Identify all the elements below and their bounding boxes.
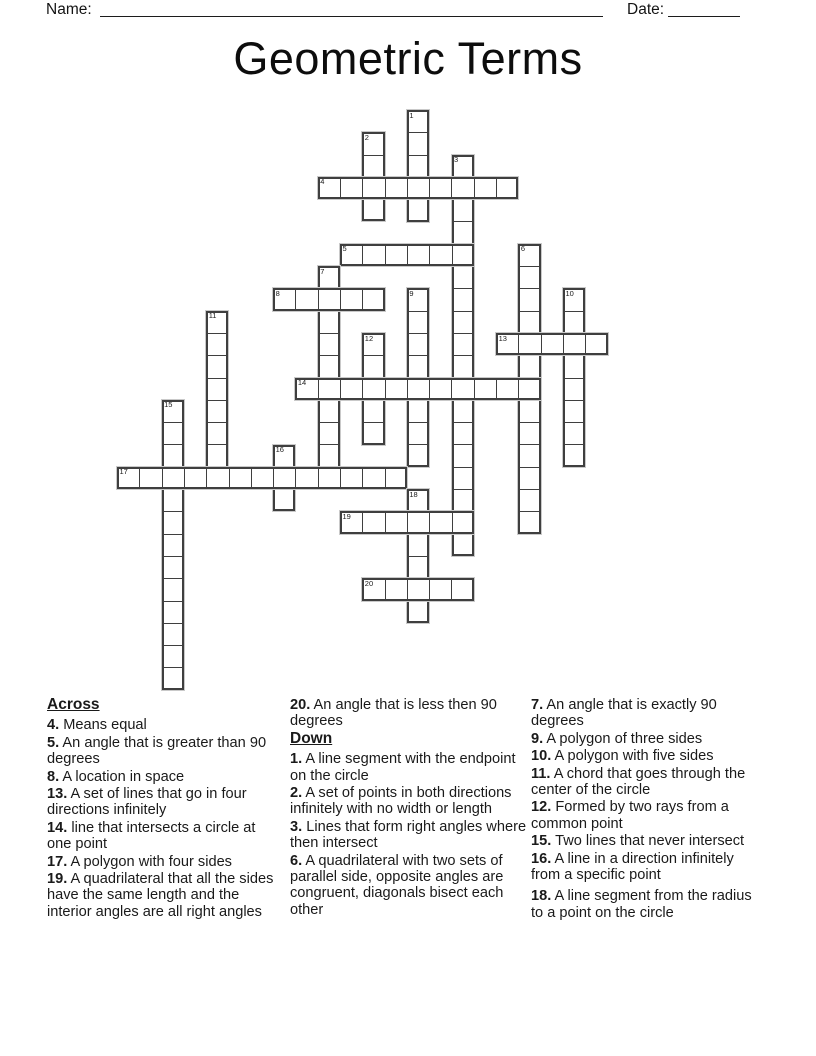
clue-down-10: 10. A polygon with five sides bbox=[531, 748, 714, 765]
clue-across-13: 13. A set of lines that go in four directions infinitely bbox=[47, 786, 247, 819]
cell-divider bbox=[409, 311, 427, 312]
cell-divider bbox=[208, 355, 226, 356]
crossword-word-10-down bbox=[563, 288, 585, 466]
cell-divider bbox=[320, 422, 338, 423]
cell-divider bbox=[451, 179, 452, 197]
cell-divider bbox=[429, 246, 430, 264]
cell-divider bbox=[385, 380, 386, 398]
cell-number-12: 12 bbox=[364, 333, 374, 343]
clue-number: 18. bbox=[531, 888, 552, 905]
cell-divider bbox=[429, 513, 430, 531]
cell-divider bbox=[565, 400, 583, 401]
cell-divider bbox=[320, 400, 338, 401]
cell-divider bbox=[206, 469, 207, 487]
cell-divider bbox=[454, 311, 472, 312]
cell-number-10: 10 bbox=[565, 288, 574, 298]
cell-divider bbox=[518, 335, 519, 353]
cell-divider bbox=[362, 469, 363, 487]
cell-divider bbox=[340, 179, 341, 197]
cell-divider bbox=[385, 580, 386, 598]
cell-divider bbox=[565, 378, 583, 379]
clue-number: 9. bbox=[531, 730, 544, 747]
cell-divider bbox=[164, 667, 182, 668]
cell-divider bbox=[318, 290, 319, 308]
cell-divider bbox=[164, 489, 182, 490]
cell-number-17: 17 bbox=[119, 467, 128, 477]
clue-column-middle bbox=[290, 697, 528, 919]
cell-divider bbox=[409, 444, 427, 445]
cell-divider bbox=[340, 380, 341, 398]
cell-divider bbox=[340, 469, 341, 487]
cell-divider bbox=[565, 422, 583, 423]
clue-number: 14. bbox=[47, 819, 68, 836]
cell-divider bbox=[340, 290, 341, 308]
cell-number-2: 2 bbox=[364, 132, 369, 142]
cell-divider bbox=[208, 378, 226, 379]
cell-divider bbox=[409, 155, 427, 156]
cell-divider bbox=[295, 290, 296, 308]
cell-divider bbox=[273, 469, 274, 487]
cell-divider bbox=[454, 333, 472, 334]
cell-divider bbox=[409, 355, 427, 356]
crossword-word-18-down bbox=[407, 489, 429, 623]
clue-down-18: 18. A line segment from the radius to a point on the circle bbox=[531, 888, 752, 921]
cell-divider bbox=[429, 580, 430, 598]
cell-divider bbox=[320, 333, 338, 334]
cell-divider bbox=[454, 400, 472, 401]
cell-divider bbox=[164, 645, 182, 646]
cell-divider bbox=[275, 489, 293, 490]
cell-divider bbox=[563, 335, 564, 353]
cell-divider bbox=[208, 400, 226, 401]
cell-divider bbox=[409, 422, 427, 423]
clue-number: 7. bbox=[531, 697, 544, 713]
cell-divider bbox=[496, 380, 497, 398]
clue-down-1: 1. A line segment with the endpoint on the circle bbox=[290, 751, 516, 784]
cell-divider bbox=[362, 380, 363, 398]
cell-divider bbox=[452, 513, 453, 531]
date-label: Date: bbox=[627, 1, 665, 18]
cell-divider bbox=[164, 623, 182, 624]
cell-divider bbox=[454, 288, 472, 289]
cell-divider bbox=[362, 179, 363, 197]
cell-divider bbox=[520, 422, 538, 423]
cell-number-20: 20 bbox=[364, 578, 374, 588]
cell-divider bbox=[454, 221, 472, 222]
cell-divider bbox=[409, 400, 427, 401]
clue-column-down bbox=[531, 697, 761, 922]
cell-divider bbox=[364, 355, 382, 356]
cell-divider bbox=[407, 513, 408, 531]
cell-divider bbox=[362, 246, 363, 264]
clue-across-20: 20. An angle that is less then 90 degrees bbox=[290, 697, 497, 730]
clue-number: 16. bbox=[531, 850, 552, 867]
cell-divider bbox=[385, 179, 386, 197]
cell-divider bbox=[454, 489, 472, 490]
cell-divider bbox=[585, 335, 586, 353]
cell-divider bbox=[318, 380, 319, 398]
cell-number-14: 14 bbox=[297, 378, 307, 388]
clue-header-across: Across bbox=[47, 696, 100, 713]
crossword-word-3-down bbox=[452, 155, 474, 556]
crossword-word-5-across bbox=[340, 244, 474, 266]
clue-down-9: 9. A polygon of three sides bbox=[531, 730, 703, 747]
cell-divider bbox=[208, 444, 226, 445]
cell-divider bbox=[454, 355, 472, 356]
cell-divider bbox=[407, 580, 408, 598]
cell-divider bbox=[409, 556, 427, 557]
cell-divider bbox=[454, 467, 472, 468]
cell-divider bbox=[295, 469, 296, 487]
cell-number-16: 16 bbox=[275, 445, 284, 454]
cell-number-11: 11 bbox=[208, 311, 217, 321]
clue-across-5: 5. An angle that is greater than 90 degrees bbox=[47, 734, 267, 768]
clue-number: 4. bbox=[47, 717, 60, 734]
cell-divider bbox=[409, 534, 427, 535]
cell-divider bbox=[520, 400, 538, 401]
cell-divider bbox=[409, 601, 427, 602]
cell-divider bbox=[362, 513, 363, 531]
crossword-word-15-down bbox=[162, 400, 184, 690]
cell-divider bbox=[407, 179, 408, 197]
cell-divider bbox=[162, 469, 163, 487]
cell-number-7: 7 bbox=[320, 266, 325, 276]
crossword-word-4-across bbox=[318, 177, 519, 199]
cell-divider bbox=[409, 132, 427, 133]
cell-divider bbox=[208, 422, 226, 423]
clue-across-17: 17. A polygon with four sides bbox=[47, 853, 232, 870]
cell-divider bbox=[454, 266, 472, 267]
clue-down-15: 15. Two lines that never intersect bbox=[531, 833, 745, 850]
cell-divider bbox=[320, 311, 338, 312]
cell-divider bbox=[541, 335, 542, 353]
cell-divider bbox=[565, 311, 583, 312]
cell-divider bbox=[429, 179, 430, 197]
clue-column-across bbox=[47, 697, 280, 921]
cell-divider bbox=[520, 444, 538, 445]
cell-divider bbox=[454, 444, 472, 445]
clue-down-11: 11. A chord that goes through the center of the circle bbox=[531, 765, 746, 799]
clue-across-19: 19. A quadrilateral that all the sides have the same length and the interior angles are all right angles bbox=[47, 871, 274, 920]
cell-divider bbox=[362, 290, 363, 308]
clue-across-14: 14. line that intersects a circle at one point bbox=[47, 819, 256, 853]
cell-number-15: 15 bbox=[164, 400, 173, 410]
clue-number: 3. bbox=[290, 818, 303, 835]
cell-divider bbox=[454, 534, 472, 535]
name-label: Name: bbox=[46, 1, 92, 18]
cell-divider bbox=[320, 355, 338, 356]
clue-down-6: 6. A quadrilateral with two sets of parallel side, opposite angles are congruent, diagonals bisect each other bbox=[290, 852, 504, 918]
cell-divider bbox=[520, 311, 538, 312]
cell-number-19: 19 bbox=[342, 511, 351, 521]
cell-divider bbox=[364, 422, 382, 423]
clue-down-7: 7. An angle that is exactly 90 degrees bbox=[531, 697, 717, 730]
clue-down-2: 2. A set of points in both directions infinitely with no width or length bbox=[290, 785, 512, 818]
clue-number: 19. bbox=[47, 871, 68, 888]
cell-divider bbox=[364, 155, 382, 156]
crossword-word-8-across bbox=[273, 288, 385, 310]
cell-divider bbox=[454, 422, 472, 423]
clue-down-16: 16. A line in a direction infinitely from a specific point bbox=[531, 850, 734, 884]
cell-divider bbox=[164, 556, 182, 557]
cell-divider bbox=[251, 469, 252, 487]
clue-number: 15. bbox=[531, 833, 552, 850]
crossword-word-19-across bbox=[340, 511, 474, 533]
cell-divider bbox=[409, 199, 427, 200]
clue-number: 13. bbox=[47, 786, 68, 803]
cell-divider bbox=[452, 246, 453, 264]
cell-divider bbox=[520, 288, 538, 289]
cell-number-13: 13 bbox=[498, 333, 507, 343]
cell-number-3: 3 bbox=[454, 155, 459, 165]
cell-divider bbox=[364, 199, 382, 200]
cell-divider bbox=[164, 511, 182, 512]
cell-divider bbox=[409, 333, 427, 334]
cell-divider bbox=[520, 489, 538, 490]
cell-divider bbox=[164, 534, 182, 535]
clue-number: 12. bbox=[531, 799, 552, 816]
cell-divider bbox=[164, 578, 182, 579]
cell-divider bbox=[454, 199, 472, 200]
clue-across-8: 8. A location in space bbox=[47, 768, 185, 785]
cell-divider bbox=[407, 246, 408, 264]
crossword-word-14-across bbox=[295, 378, 540, 400]
page-title: Geometric Terms bbox=[233, 33, 583, 84]
cell-divider bbox=[565, 444, 583, 445]
cell-divider bbox=[474, 380, 475, 398]
cell-divider bbox=[139, 469, 140, 487]
cell-divider bbox=[520, 467, 538, 468]
crossword-word-17-across bbox=[117, 467, 407, 489]
clue-number: 11. bbox=[531, 765, 551, 782]
cell-divider bbox=[451, 380, 452, 398]
cell-divider bbox=[407, 380, 408, 398]
cell-divider bbox=[520, 355, 538, 356]
clue-number: 17. bbox=[47, 853, 68, 870]
cell-divider bbox=[320, 444, 338, 445]
clue-number: 5. bbox=[47, 734, 60, 751]
cell-number-1: 1 bbox=[409, 110, 414, 120]
crossword-word-11-down bbox=[206, 311, 228, 489]
clue-header-down: Down bbox=[290, 729, 333, 747]
clue-number: 1. bbox=[290, 751, 303, 768]
cell-divider bbox=[385, 246, 386, 264]
clue-number: 10. bbox=[531, 748, 552, 765]
cell-divider bbox=[520, 511, 538, 512]
cell-divider bbox=[474, 179, 475, 197]
cell-divider bbox=[184, 469, 185, 487]
crossword-word-13-across bbox=[496, 333, 608, 355]
crossword-word-1-down bbox=[407, 110, 429, 222]
clue-number: 2. bbox=[290, 785, 303, 802]
cell-divider bbox=[208, 333, 226, 334]
cell-number-5: 5 bbox=[342, 244, 347, 254]
clue-down-12: 12. Formed by two rays from a common point bbox=[531, 799, 729, 832]
cell-divider bbox=[518, 380, 519, 398]
clue-down-3: 3. Lines that form right angles where then intersect bbox=[290, 818, 527, 852]
cell-divider bbox=[385, 469, 386, 487]
cell-divider bbox=[364, 400, 382, 401]
cell-divider bbox=[164, 601, 182, 602]
cell-divider bbox=[164, 444, 182, 445]
cell-number-9: 9 bbox=[409, 288, 414, 298]
cell-divider bbox=[496, 179, 497, 197]
clue-number: 8. bbox=[47, 768, 60, 785]
crossword-word-20-across bbox=[362, 578, 474, 600]
cell-number-4: 4 bbox=[320, 177, 325, 187]
cell-number-18: 18 bbox=[409, 489, 418, 499]
cell-divider bbox=[385, 513, 386, 531]
cell-divider bbox=[229, 469, 230, 487]
clue-number: 6. bbox=[290, 852, 303, 869]
cell-number-8: 8 bbox=[275, 288, 280, 298]
cell-divider bbox=[164, 422, 182, 423]
cell-divider bbox=[451, 580, 452, 598]
cell-number-6: 6 bbox=[520, 244, 526, 254]
clue-across-4: 4. Means equal bbox=[47, 717, 147, 734]
clue-number: 20. bbox=[290, 697, 311, 713]
cell-divider bbox=[318, 469, 319, 487]
cell-divider bbox=[565, 355, 583, 356]
cell-divider bbox=[520, 266, 538, 267]
cell-divider bbox=[429, 380, 430, 398]
